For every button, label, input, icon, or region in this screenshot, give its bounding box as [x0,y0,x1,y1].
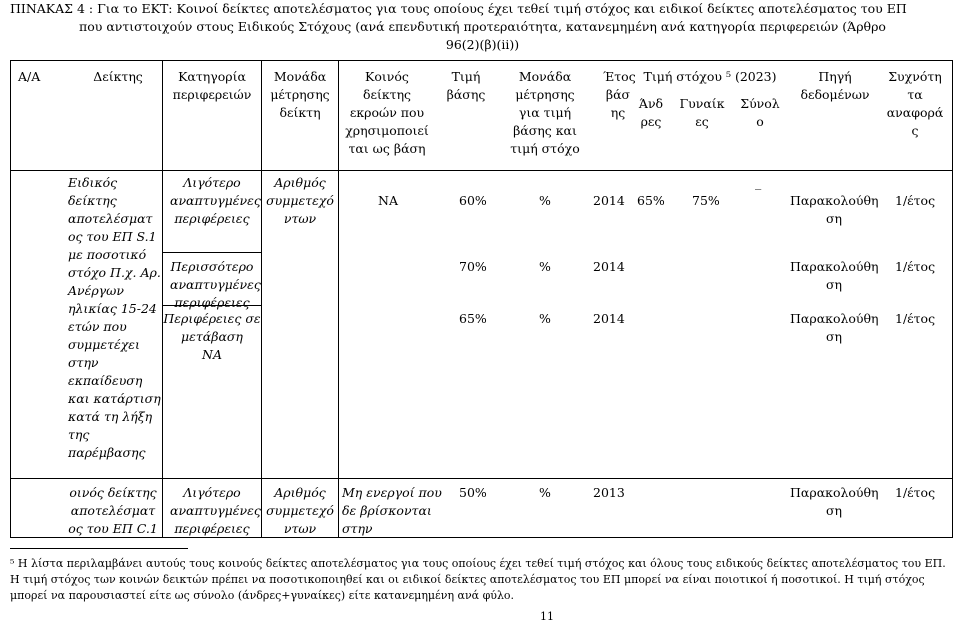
source-r2: Παρακολούθη ση [790,259,879,292]
category-less-developed-c1: Λιγότερο αναπτυγμένες περιφέρειες [170,485,261,536]
header-gynaikes: Γυναίκ ες [679,96,725,129]
col-border [338,60,339,537]
header-koinos: Κοινός δείκτης εκροών που χρησιμοποιεί ται ως βάση [345,69,429,156]
target-synolo-r1: 75% [692,193,720,208]
header-aa: Α/Α [18,69,41,84]
title-line-3: 96(2)(β)(ii)) [445,37,520,52]
year-r1: 2014 [593,193,625,208]
dash-r1: _ [755,175,762,190]
category-less-developed: Λιγότερο αναπτυγμένες περιφέρειες [170,175,261,226]
category-transition-na: ΝΑ [202,347,222,362]
unit-participants-c1: Αριθμός συμμετεχό ντων [266,485,334,536]
unit-r2: % [539,259,551,274]
frequency-r4: 1/έτος [895,485,936,500]
target-andres-r1: 60% [459,193,487,208]
header-monada-timi: Μονάδα μέτρησης για τιμή βάσης και τιμή στόχο [510,69,580,156]
row-divider [162,252,261,253]
table-title [10,0,955,54]
frequency-r2: 1/έτος [895,259,936,274]
year-r3: 2014 [593,311,625,326]
category-transition: Περιφέρειες σε μετάβαση [163,311,261,344]
unit-r1: % [539,193,551,208]
footnote-line-2: Η τιμή στόχος των κοινών δεικτών πρέπει να ποσοτικοποιηθεί και οι ειδικοί δείκτες αποτελέσματος του ΕΠ μπορεί να είναι ποιοτικοί ή ποσοτικοί. Η τιμή στόχος [10,573,925,586]
year-r2: 2014 [593,259,625,274]
indicator-s1: Ειδικός δείκτης αποτελέσματ ος του ΕΠ S.1 με ποσοτικό στόχο Π.χ. Αρ. Ανέργων ηλικίας 15-24 ετών που συμμετέχει στην εκπαίδευση και κατάρτιση κατά τη λήξη της παρέμβασης [68,175,161,460]
header-pigi: Πηγή δεδομένων [800,69,870,102]
col-border [162,60,163,537]
title-line-2: που αντιστοιχούν στους Ειδικούς Στόχους (ανά επενδυτική προτεραιότητα, κατανεμημένη ανά κατηγορία περιφερειών (Άρθρο [79,19,886,34]
source-r3: Παρακολούθη ση [790,311,879,344]
page-number: 11 [540,610,554,623]
source-r4: Παρακολούθη ση [790,485,879,518]
target-gynaikes-r1: 65% [637,193,665,208]
header-timi-stoxou: Τιμή στόχου ⁵ (2023) [643,69,777,84]
category-more-developed: Περισσότερο αναπτυγμένες περιφέρειες [170,259,261,310]
header-syxnotita: Συχνότη τα αναφορά ς [886,69,944,138]
header-timi-vasis: Τιμή βάσης [446,69,486,102]
unit-r4: % [539,485,551,500]
footnote [10,556,955,604]
unit-r3: % [539,311,551,326]
unit-participants: Αριθμός συμμετεχό ντων [266,175,334,226]
header-katigoria: Κατηγορία περιφερειών [172,69,252,102]
col-border [10,60,11,537]
header-monada-metrisis: Μονάδα μέτρησης δείκτη [270,69,330,120]
target-andres-r2: 70% [459,259,487,274]
frequency-r1: 1/έτος [895,193,936,208]
footnote-separator [10,548,188,549]
header-andres: Άνδ ρες [638,96,664,129]
source-r1: Παρακολούθη ση [790,193,879,226]
table-top-border [10,60,953,61]
target-andres-r4: 50% [459,485,487,500]
target-andres-r3: 65% [459,311,487,326]
header-etos-vasis: Έτος βάσ ης [603,69,636,120]
header-deiktis: Δείκτης [93,69,143,84]
common-output-c1: Μη ενεργοί που δε βρίσκονται στην [342,485,442,536]
footnote-line-3: μπορεί να παρουσιαστεί είτε ως σύνολο (άνδρες+γυναίκες) είτε κατανεμημένη ανά φύλο. [10,589,515,602]
frequency-r3: 1/έτος [895,311,936,326]
header-bottom-border [10,170,953,171]
header-synolo: Σύνολ ο [740,96,780,129]
col-border [261,60,262,537]
indicator-c1: οινός δείκτης αποτελέσματ ος του ΕΠ C.1 [68,485,158,536]
footnote-line-1: ⁵ Η λίστα περιλαμβάνει αυτούς τους κοινούς δείκτες αποτελέσματος για τους οποίους έχει τεθεί τιμή στόχος και όλους τους ειδικούς δείκτες αποτελέσματος του ΕΠ. [10,557,946,570]
year-r4: 2013 [593,485,625,500]
title-line-1: ΠΙΝΑΚΑΣ 4 : Για το ΕΚΤ: Κοινοί δείκτες αποτελέσματος για τους οποίους έχει τεθεί τιμή στόχος και ειδικοί δείκτες αποτελέσματος του ΕΠ [10,1,907,16]
base-value-na: ΝΑ [378,193,398,208]
row-divider [10,478,953,479]
col-border [952,60,953,537]
